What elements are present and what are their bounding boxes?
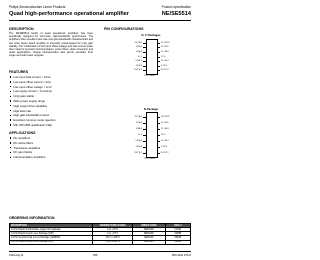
pin-label-right: 12 +IN D: [161, 127, 169, 130]
applications-list: [9, 136, 93, 160]
bullet-icon: [10, 91, 11, 92]
bullet-icon: [10, 105, 11, 106]
description-text: The SE/NE5514 family of quad operational amplifiers has been specifically designed for low-noise, high-bandwidth performance. The amplifiers offer excellent slew rate and gain-bandwidth characteristics and low noise figure. Each amplifier is internally compensated for unity gain stability. The combination of low input offset voltage and bias current make them ideal for precision instrumentation, active filters, data conversion and audio applications. Unique characteristics also permit operation from single and split power supplies.: [9, 32, 93, 58]
pin-label-right: 9 -IN C: [161, 64, 168, 67]
pin-lead: [143, 66, 146, 67]
pin-lead: [157, 61, 160, 62]
pin-label-right: 11 V-: [161, 55, 166, 58]
table-cell: 14-Pin Plastic Dual In-Line Package (DIP): [10, 232, 93, 236]
ordering-heading: ORDERING INFORMATION: [9, 216, 55, 220]
table-cell: 14-Pin Ceramic Dual In-Line Package (CERDIP): [10, 236, 93, 240]
pin-label-left: +IN A 3: [135, 127, 142, 130]
part-number: NE/SE5514: [161, 11, 191, 17]
table-cell: SE5514N: [133, 240, 166, 244]
bullet-icon: [10, 147, 11, 148]
table-cell: 0405B: [165, 240, 190, 244]
pin-label-right: 12 +IN D: [161, 51, 169, 53]
pin-label-right: 14 OUT D: [161, 115, 170, 118]
table-cell: 14-Pin Plastic Dual In-Line Package (DIP): [10, 240, 93, 244]
application-item-text: Transducer amplifiers: [13, 145, 41, 150]
bullet-icon: [10, 142, 11, 143]
pin-lead: [143, 147, 146, 148]
table-cell: 0581B: [165, 236, 190, 240]
ordering-col-temperature: TEMPERATURE RANGE: [93, 224, 133, 228]
pin-label-right: 8 OUT C: [161, 69, 169, 72]
bullet-icon: [10, 100, 11, 101]
package-a-view: TOP VIEW: [144, 75, 155, 77]
pin-label-left: OUT B 7: [134, 69, 142, 72]
pin-lead: [143, 70, 146, 71]
bullet-icon: [10, 115, 11, 116]
pin-lead: [143, 57, 146, 58]
application-item: [9, 155, 93, 160]
table-cell: -55 to +125°C: [93, 236, 133, 240]
table-cell: 0175D: [165, 228, 190, 232]
feature-item-text: High output drive capability: [13, 103, 47, 108]
pin-label-left: +IN A 3: [135, 51, 142, 53]
package-a-label: D, F Packages: [141, 33, 161, 37]
pin-label-right: 14 OUT D: [161, 41, 170, 44]
table-cell: 14-Pin Plastic Small Outline Large (SO) package: [10, 228, 93, 232]
application-item-text: DC gain blocks: [13, 150, 33, 155]
pin-label-right: 13 -IN D: [161, 121, 169, 124]
pin-label-left: OUT A 1: [134, 115, 142, 118]
ordering-col-description: DESCRIPTION: [10, 224, 93, 228]
pin-label-right: 13 -IN D: [161, 46, 169, 49]
bullet-icon: [10, 124, 11, 125]
pin-label-left: -IN B 6: [135, 145, 142, 148]
pin-lead: [143, 117, 146, 118]
pin-lead: [143, 47, 146, 48]
pin-label-right: 10 +IN C: [161, 139, 169, 142]
feature-item-text: MIL-STD-883 qualification (SE): [13, 122, 53, 127]
page-title: Quad high-performance operational amplifier: [9, 11, 129, 17]
pin-lead: [157, 117, 160, 118]
page-footer: [9, 251, 191, 258]
bullet-icon: [10, 137, 11, 138]
application-item-text: Instrumentation amplifiers: [13, 155, 46, 160]
company-name: Philips Semiconductors Linear Products: [9, 5, 66, 9]
bullet-icon: [10, 157, 11, 158]
footer-date: 1994 Aug 31: [9, 253, 24, 257]
pin-label-left: -IN A 2: [135, 46, 142, 49]
feature-item-text: Low supply current < 1mA/amp: [13, 89, 53, 94]
pin-label-left: +IN B 5: [135, 60, 142, 63]
pin-lead: [143, 123, 146, 124]
feature-item-text: Low input bias current < 10nA: [13, 75, 51, 79]
pin-lead: [143, 141, 146, 142]
pin-label-right: 10 +IN C: [161, 60, 169, 63]
feature-item-text: Wide power supply range: [13, 98, 45, 103]
package-b-label: N Package: [143, 107, 159, 111]
pin-label-left: V+ 4: [137, 133, 142, 136]
footer-page-number: 355: [93, 253, 98, 257]
table-cell: 0 to +70°C: [93, 232, 133, 236]
pin-lead: [143, 153, 146, 154]
pin-lead: [143, 135, 146, 136]
pin-lead: [157, 153, 160, 154]
pin-lead: [157, 47, 160, 48]
applications-heading: APPLICATIONS: [9, 131, 36, 135]
pin-label-left: V+ 4: [137, 55, 142, 58]
pin-lead: [157, 123, 160, 124]
table-cell: -55 to +125°C: [93, 240, 133, 244]
pin-lead: [143, 61, 146, 62]
pin-label-right: 9 -IN C: [161, 145, 168, 148]
feature-item-text: Low input offset current < 2nA: [13, 79, 51, 84]
pin-lead: [157, 66, 160, 67]
application-item-text: DC amplifiers: [13, 136, 31, 140]
pin-lead: [157, 70, 160, 71]
feature-item: [9, 123, 93, 128]
features-list: [9, 75, 93, 128]
title-bar: [9, 10, 191, 21]
bullet-icon: [10, 152, 11, 153]
document-status: Product specification: [161, 5, 191, 9]
ordering-table: [9, 223, 191, 245]
pin-label-left: +IN B 5: [135, 139, 142, 142]
pin-lead: [143, 52, 146, 53]
package-b-view: TOP VIEW: [144, 158, 155, 160]
pin-lead: [143, 43, 146, 44]
feature-item-text: Excellent common-mode rejection: [13, 118, 56, 123]
bullet-icon: [10, 86, 11, 87]
pin-lead: [143, 129, 146, 130]
pin-label-right: 11 V-: [161, 133, 166, 136]
pin-lead: [157, 147, 160, 148]
feature-item-text: High gain-bandwidth product: [13, 113, 49, 118]
feature-item-text: Unity gain stable: [13, 94, 35, 99]
table-cell: NE5514D: [133, 228, 166, 232]
table-cell: 0405B: [165, 232, 190, 236]
pin-lead: [157, 135, 160, 136]
table-cell: SE5514F: [133, 236, 166, 240]
ordering-col-order-code: ORDER CODE: [133, 224, 166, 228]
feature-item-text: High slew rate: [13, 108, 32, 113]
table-cell: 0 to +70°C: [93, 228, 133, 232]
features-heading: FEATURES: [9, 70, 29, 74]
ordering-col-dwg: DWG #: [165, 224, 190, 228]
application-item-text: RC active filters: [13, 140, 33, 145]
description-heading: DESCRIPTION: [9, 27, 34, 31]
pin-lead: [157, 57, 160, 58]
bullet-icon: [10, 119, 11, 120]
bullet-icon: [10, 96, 11, 97]
pin-label-left: -IN A 2: [135, 121, 142, 124]
pin-config-heading: PIN CONFIGURATIONS: [104, 27, 144, 31]
pin-label-left: -IN B 6: [135, 64, 142, 67]
table-cell: NE5514N: [133, 232, 166, 236]
pin-lead: [157, 129, 160, 130]
pin-lead: [157, 43, 160, 44]
pin-lead: [157, 52, 160, 53]
pin-label-right: 8 OUT C: [161, 151, 169, 154]
pin-label-left: OUT B 7: [134, 151, 142, 154]
bullet-icon: [10, 76, 11, 77]
footer-document-code: 853-0942 13721: [172, 253, 191, 257]
bullet-icon: [10, 81, 11, 82]
pin-label-left: OUT A 1: [134, 41, 142, 44]
pin-lead: [157, 141, 160, 142]
feature-item-text: Low input offset voltage < 1mV: [13, 84, 52, 89]
bullet-icon: [10, 110, 11, 111]
table-row: [10, 240, 191, 244]
